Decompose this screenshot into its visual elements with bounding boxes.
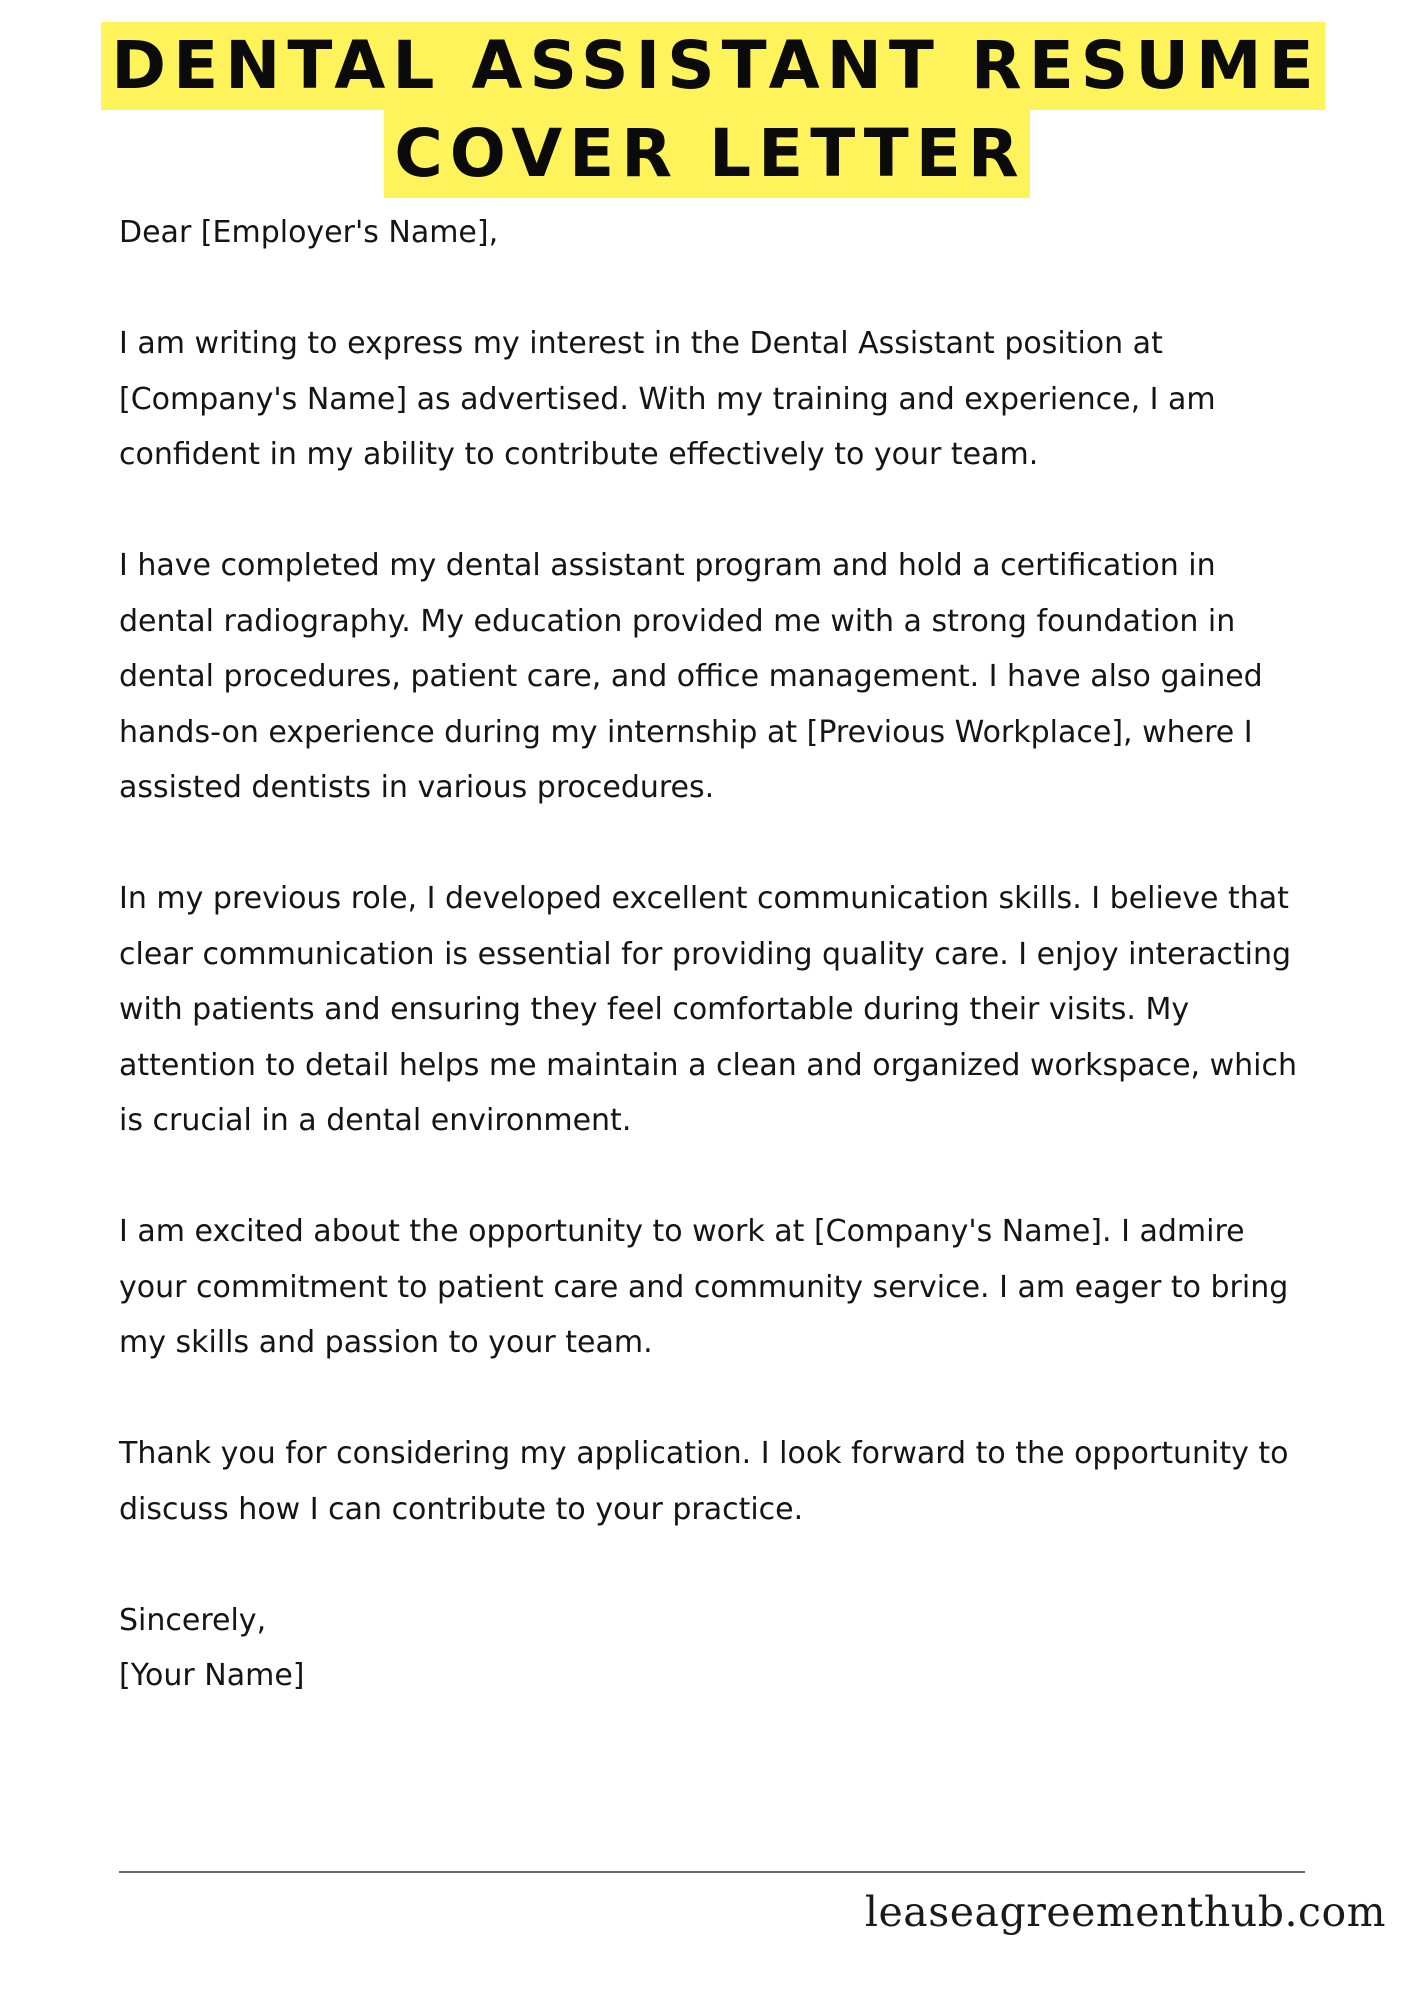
paragraph-2: I have completed my dental assistant program and hold a certification in dental radiography. My education provided me with a strong foundation in dental procedures, patient care, and office management. I have also gained hands-on experience during my internship at [Previous Workplace], where I assisted dentists in various procedures. (119, 548, 1263, 805)
paragraph-5: Thank you for considering my application. I look forward to the opportunity to discuss how I can contribute to your practice. (119, 1436, 1289, 1527)
letter-body (119, 205, 1319, 1704)
signature: [Your Name] (119, 1658, 305, 1693)
footer-divider (119, 1871, 1305, 1873)
title-line-2: COVER LETTER (384, 110, 1029, 198)
paragraph-1: I am writing to express my interest in the Dental Assistant position at [Company's Name] as advertised. With my training and experience, I am confident in my ability to contribute effectively to your team. (119, 326, 1216, 472)
document-title (0, 22, 1414, 198)
closing: Sincerely, (119, 1602, 267, 1638)
title-line-1: DENTAL ASSISTANT RESUME (101, 22, 1324, 110)
paragraph-4: I am excited about the opportunity to work at [Company's Name]. I admire your commitment to patient care and community service. I am eager to bring my skills and passion to your team. (119, 1214, 1289, 1360)
paragraph-3: In my previous role, I developed excellent communication skills. I believe that clear communication is essential for providing quality care. I enjoy interacting with patients and ensuring they feel comfortable during their visits. My attention to detail helps me maintain a clean and organized workspace, which is crucial in a dental environment. (119, 881, 1298, 1138)
footer-brand: leaseagreementhub.com (864, 1888, 1386, 1936)
salutation: Dear [Employer's Name], (119, 215, 499, 250)
